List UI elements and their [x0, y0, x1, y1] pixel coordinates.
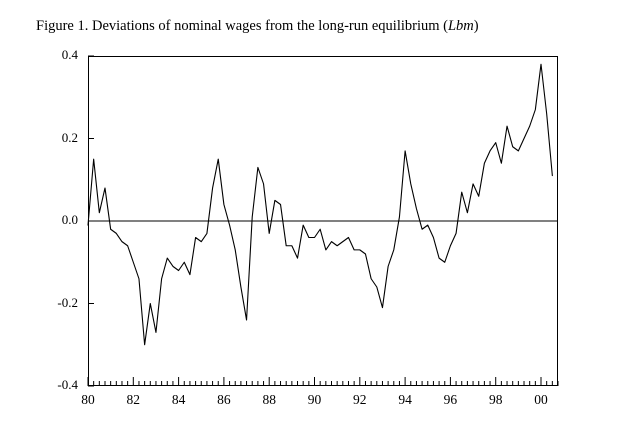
x-axis-tick-label: 82	[126, 392, 141, 407]
figure-caption-variable: Lbm	[447, 18, 474, 34]
x-axis-tick-label: 90	[307, 392, 322, 407]
x-axis-tick-label: 96	[443, 392, 458, 407]
y-axis-tick-label: 0.0	[61, 212, 78, 227]
chart-svg	[36, 48, 588, 408]
figure-caption-prefix: Figure 1. Deviations of nominal wages from the long-run equilibrium (	[36, 18, 448, 34]
x-axis-tick-label: 94	[398, 392, 412, 407]
y-axis-tick-label: 0.4	[61, 47, 78, 62]
y-axis-tick-label: 0.2	[61, 129, 78, 145]
data-series-line	[88, 64, 552, 345]
chart-area	[36, 48, 588, 408]
x-axis-tick-label: 98	[488, 392, 503, 407]
x-axis-tick-label: 88	[262, 392, 276, 407]
x-axis-tick-label: 92	[353, 392, 367, 407]
x-axis-tick-label: 80	[81, 392, 95, 407]
figure-caption-suffix: )	[473, 18, 479, 34]
y-axis-tick-label: -0.4	[57, 377, 78, 392]
x-axis-tick-label: 86	[217, 392, 231, 407]
x-axis-tick-label: 00	[534, 392, 548, 407]
y-axis-tick-label: -0.2	[57, 294, 78, 310]
figure-caption	[36, 18, 479, 35]
x-axis-tick-label: 84	[171, 392, 186, 407]
